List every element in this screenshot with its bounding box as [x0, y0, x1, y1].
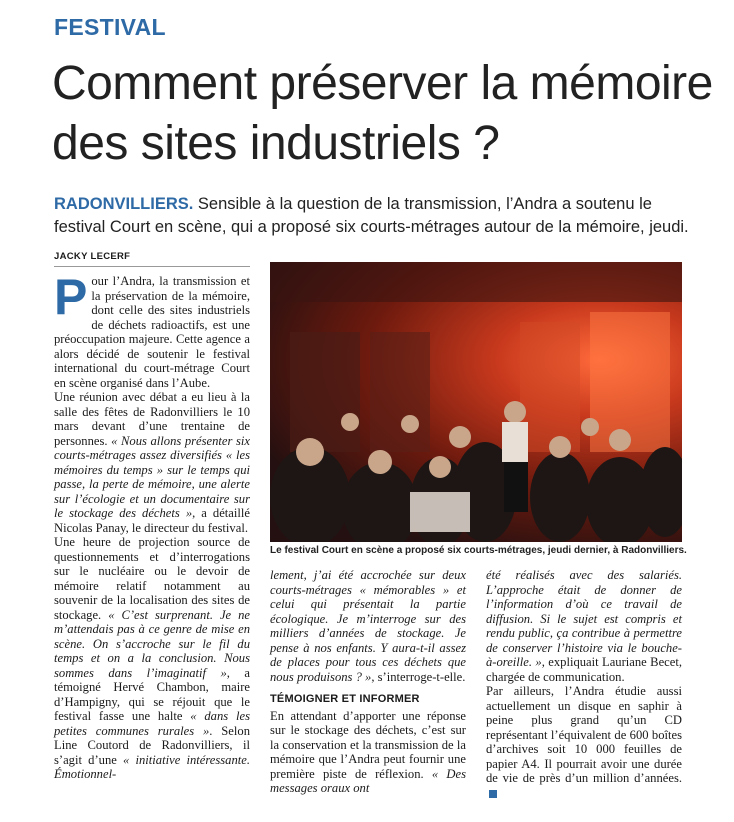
quote-coutord	[270, 568, 466, 684]
end-mark	[489, 790, 497, 798]
article-lead	[54, 193, 694, 239]
article-column-1	[54, 269, 251, 782]
paragraph-4	[270, 709, 466, 796]
festival-photo	[270, 262, 682, 542]
paragraph-1-text: our l’Andra, la transmission et la préservation de la mémoire, dont celle des sites industriels de déchets radioactifs, est une préoccupation majeure. Cette agence a alors décidé de soutenir le festival international du court-métrage Court en scène organisé dans l’Aube.	[54, 274, 250, 390]
article-column-3	[486, 568, 682, 800]
audience-illustration	[270, 262, 682, 542]
lead-text: Sensible à la question de la transmission, l’Andra a soutenu le festival Court en scène, qui a proposé six courts-métrages autour de la mémoire, jeudi.	[54, 195, 689, 236]
quote-coutord-start: « initiative intéressante. Émotionnel-	[54, 752, 251, 781]
quote-andra-attribution: , expliquait Lauriane Becet, chargée de communication.	[486, 655, 682, 684]
subheading: TÉMOIGNER ET INFORMER	[270, 693, 420, 705]
lead-location: RADONVILLIERS.	[54, 195, 194, 213]
quote-andra-text: été réalisés avec des salariés. L’approche était de donner de l’information d’où ce travail de diffusion. Si le sujet est compris et rendu public, ça contribue à permettre de conserver l’histoire via le bouche-à-oreille. »	[486, 568, 682, 669]
paragraph-3-attribution: , a témoigné Hervé Chambon, maire d’Hampigny, qui se réjouit que le festival fasse une halte	[54, 665, 250, 723]
paragraph-4-text: En attendant d’apporter une réponse sur le stockage des déchets, c’est sur la conservation et la transmission de la mémoire que l’Andra peut fournir une première piste de réflexion.	[270, 708, 466, 781]
article-column-2	[270, 568, 466, 796]
quote-coutord-attribution: , s’interroge-t-elle.	[371, 669, 466, 684]
paragraph-5-text: Par ailleurs, l’Andra étudie aussi actuellement un disque en saphir à peine plus grand qu’un CD représentant l’équivalent de 600 boîtes d’archives soit 10 000 feuilles de papier A4. Il pourrait avoir une durée de vie de près d’un million d’années.	[486, 684, 682, 785]
quote-communes: « dans les petites communes rurales »	[54, 709, 250, 738]
section-kicker: FESTIVAL	[54, 14, 166, 40]
quote-panay: « Nous allons présenter six courts-métrages assez diversifiés « les mémoires du temps » sur le temps qui passe, la perte de mémoire, une alerte sur l’écologie et un documentaire sur le stockage des déchets »	[54, 433, 250, 520]
paragraph-3-continuation: . Selon Line Coutord de Radonvilliers, il s’agit d’une	[54, 723, 250, 767]
paragraph-2-text: Une réunion avec débat a eu lieu à la salle des fêtes de Radonvilliers le 10 mars devant d’une trentaine de personnes.	[54, 390, 250, 448]
quote-andra-start: « Des messages oraux ont	[270, 766, 467, 795]
paragraph-1	[54, 269, 250, 390]
paragraph-2	[54, 390, 250, 535]
paragraph-4-continued	[486, 568, 682, 684]
quote-chambon: « C’est surprenant. Je ne m’attendais pas à ce genre de mise en scène. On s’accroche sur le fil du temps et on a la conclusion. Nous sommes dans l’imaginatif »	[54, 607, 250, 680]
paragraph-3-text: Une heure de projection source de questionnements et d’interrogations sur le nucléaire ou le devoir de mémoire relatif notamment au souvenir de la localisation des sites de stockage.	[54, 535, 250, 622]
paragraph-5	[486, 684, 682, 800]
article-headline: Comment préserver la mémoire des sites industriels ?	[52, 57, 713, 170]
paragraph-2-attribution: , a détaillé Nicolas Panay, le directeur du festival.	[54, 506, 250, 535]
paragraph-3	[54, 535, 250, 782]
drop-cap: P	[54, 269, 88, 325]
photo-caption: Le festival Court en scène a proposé six courts-métrages, jeudi dernier, à Radonvilliers.	[270, 545, 687, 556]
quote-coutord-text: lement, j’ai été accrochée sur deux courts-métrages « mémorables » et celui qui présentait la partie écologique. Je m’interroge sur des milliers d’années de stockage. Je pense à nos enfants. Y aura-t-il assez de places pour tous ces déchets que nous produisons ? »	[270, 568, 466, 684]
byline: JACKY LECERF	[54, 251, 250, 267]
